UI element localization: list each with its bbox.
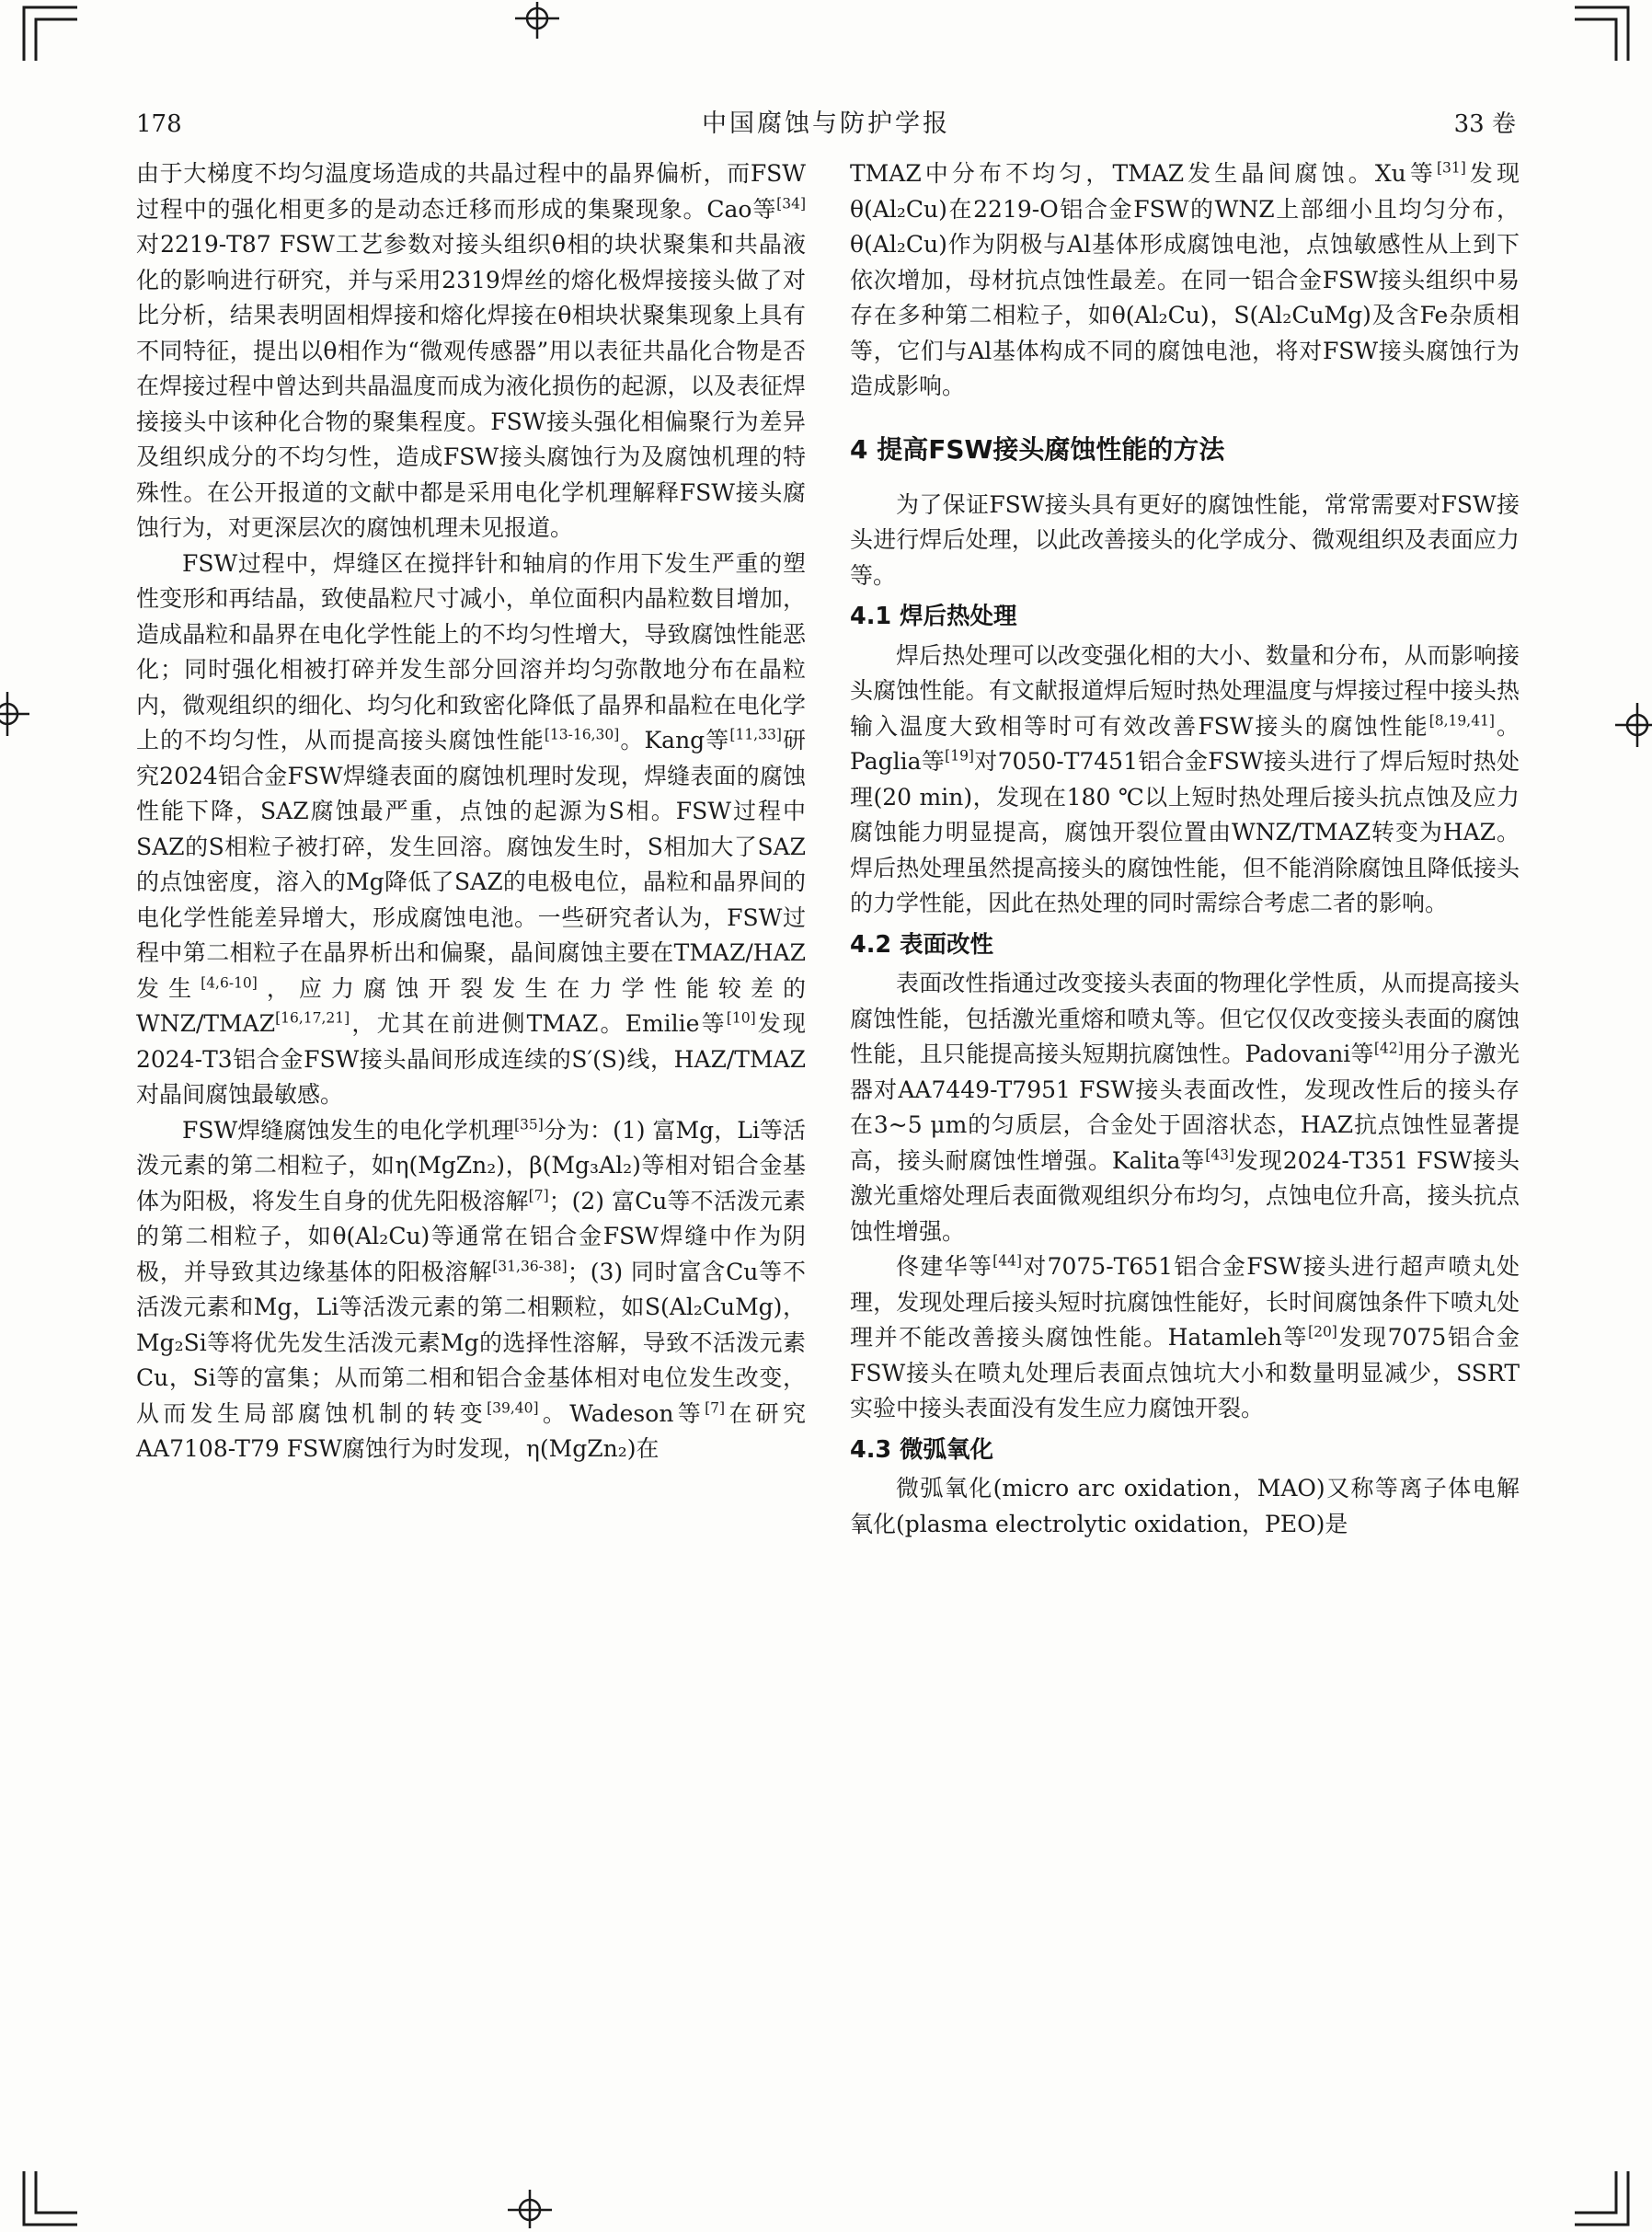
paragraph: 表面改性指通过改变接头表面的物理化学性质，从而提高接头腐蚀性能，包括激光重熔和喷丸等。但它仅仅改变接头表面的腐蚀性能，且只能提高接头短期抗腐蚀性。Padovani等[42]用分子激光器对AA7449-T7951 FSW接头表面改性，发现改性后的接头存在3~5 μm的匀质层，合金处于固溶状态，HAZ抗点蚀性显著提高，接头耐腐蚀性增强。Kalita等[43]发现2024-T351 FSW接头激光重熔处理后表面微观组织分布均匀，点蚀电位升高，接头抗点蚀性增强。 <box>850 970 1520 1245</box>
subsection-heading: 4.2 表面改性 <box>850 930 994 959</box>
volume-label: 33 卷 <box>1453 110 1516 138</box>
paragraph: FSW过程中，焊缝区在搅拌针和轴肩的作用下发生严重的塑性变形和再结晶，致使晶粒尺寸减小，单位面积内晶粒数目增加，造成晶粒和晶界在电化学性能上的不均匀性增大，导致腐蚀性能恶化；同时强化相被打碎并发生部分回溶并均匀弥散地分布在晶粒内，微观组织的细化、均匀化和致密化降低了晶界和晶粒在电化学上的不均匀性，从而提高接头腐蚀性能[13-16,30]。Kang等[11,33]研究2024铝合金FSW焊缝表面的腐蚀机理时发现，焊缝表面的腐蚀性能下降，SAZ腐蚀最严重，点蚀的起源为S相。FSW过程中SAZ的S相粒子被打碎，发生回溶。腐蚀发生时，S相加大了SAZ的点蚀密度，溶入的Mg降低了SAZ的电极电位，晶粒和晶界间的电化学性能差异增大，形成腐蚀电池。一些研究者认为，FSW过程中第二相粒子在晶界析出和偏聚，晶间腐蚀主要在TMAZ/HAZ发生[4,6-10]，应力腐蚀开裂发生在力学性能较差的WNZ/TMAZ[16,17,21]，尤其在前进侧TMAZ。Emilie等[10]发现2024-T3铝合金FSW接头晶间形成连续的S′(S)线，HAZ/TMAZ对晶间腐蚀最敏感。 <box>136 549 806 1108</box>
paragraph: 佟建华等[44]对7075-T651铝合金FSW接头进行超声喷丸处理，发现处理后接头短时抗腐蚀性能好，长时间腐蚀条件下喷丸处理并不能改善接头腐蚀性能。Hatamleh等[20]发现7075铝合金FSW接头在喷丸处理后表面点蚀坑大小和数量明显减少，SSRT实验中接头表面没有发生应力腐蚀开裂。 <box>850 1252 1520 1421</box>
paragraph: FSW焊缝腐蚀发生的电化学机理[35]分为：(1) 富Mg，Li等活泼元素的第二相粒子，如η(MgZn₂)，β(Mg₃Al₂)等相对铝合金基体为阳极，将发生自身的优先阳极溶解[7]；(2) 富Cu等不活泼元素的第二相粒子，如θ(Al₂Cu)等通常在铝合金FSW焊缝中作为阴极，并导致其边缘基体的阳极溶解[31,36-38]；(3) 同时富含Cu等不活泼元素和Mg，Li等活泼元素的第二相颗粒，如S(Al₂CuMg)，Mg₂Si等将优先发生活泼元素Mg的选择性溶解，导致不活泼元素Cu，Si等的富集；从而第二相和铝合金基体相对电位发生改变，从而发生局部腐蚀机制的转变[39,40]。Wadeson等[7]在研究AA7108-T79 FSW腐蚀行为时发现，η(MgZn₂)在 <box>136 1116 806 1462</box>
subsection-heading: 4.3 微弧氧化 <box>850 1435 994 1464</box>
paragraph: 焊后热处理可以改变强化相的大小、数量和分布，从而影响接头腐蚀性能。有文献报道焊后短时热处理温度与焊接过程中接头热输入温度大致相等时可有效改善FSW接头的腐蚀性能[8,19,41]。Paglia等[19]对7050-T7451铝合金FSW接头进行了焊后短时热处理(20 min)，发现在180 ℃以上短时热处理后接头抗点蚀及应力腐蚀能力明显提高，腐蚀开裂位置由WNZ/TMAZ转变为HAZ。焊后热处理虽然提高接头的腐蚀性能，但不能消除腐蚀且降低接头的力学性能，因此在热处理的同时需综合考虑二者的影响。 <box>850 641 1520 916</box>
registration-mark-left-middle-icon <box>0 688 33 740</box>
registration-mark-bottom-center-icon <box>504 2188 556 2228</box>
left-column <box>136 156 806 2180</box>
paragraph: TMAZ中分布不均匀，TMAZ发生晶间腐蚀。Xu等[31]发现θ(Al₂Cu)在2219-O铝合金FSW的WNZ上部细小且均匀分布，θ(Al₂Cu)作为阴极与Al基体形成腐蚀电池，点蚀敏感性从上到下依次增加，母材抗点蚀性最差。在同一铝合金FSW接头组织中易存在多种第二相粒子，如θ(Al₂Cu)，S(Al₂CuMg)及含Fe杂质相等，它们与Al基体构成不同的腐蚀电池，将对FSW接头腐蚀行为造成影响。 <box>850 159 1520 399</box>
registration-mark-top-center-icon <box>511 2 563 40</box>
paragraph: 为了保证FSW接头具有更好的腐蚀性能，常常需要对FSW接头进行焊后处理，以此改善接头的化学成分、微观组织及表面应力等。 <box>850 490 1520 589</box>
crop-mark-top-right-icon <box>1571 6 1630 64</box>
right-column <box>850 156 1520 2180</box>
journal-title: 中国腐蚀与防护学报 <box>702 109 950 138</box>
subsection-heading: 4.1 焊后热处理 <box>850 603 1017 630</box>
section-heading: 4 提高FSW接头腐蚀性能的方法 <box>850 433 1225 465</box>
crop-mark-bottom-left-icon <box>22 2168 81 2226</box>
crop-mark-top-left-icon <box>22 6 81 64</box>
page-header <box>136 103 1516 139</box>
crop-mark-bottom-right-icon <box>1571 2168 1630 2226</box>
page-number: 178 <box>136 110 182 138</box>
registration-mark-right-middle-icon <box>1612 699 1652 751</box>
paragraph: 微弧氧化(micro arc oxidation，MAO)又称等离子体电解氧化(plasma electrolytic oxidation，PEO)是 <box>850 1475 1520 1537</box>
paragraph: 由于大梯度不均匀温度场造成的共晶过程中的晶界偏析，而FSW过程中的强化相更多的是动态迁移而形成的集聚现象。Cao等[34]对2219-T87 FSW工艺参数对接头组织θ相的块状聚集和共晶液化的影响进行研究，并与采用2319焊丝的熔化极焊接接头做了对比分析，结果表明固相焊接和熔化焊接在θ相块状聚集现象上具有不同特征，提出以θ相作为“微观传感器”用以表征共晶化合物是否在焊接过程中曾达到共晶温度而成为液化损伤的起源，以及表征焊接接头中该种化合物的聚集程度。FSW接头强化相偏聚行为差异及组织成分的不均匀性，造成FSW接头腐蚀行为及腐蚀机理的特殊性。在公开报道的文献中都是采用电化学机理解释FSW接头腐蚀行为，对更深层次的腐蚀机理未见报道。 <box>136 160 806 541</box>
article-body <box>136 156 1520 2180</box>
